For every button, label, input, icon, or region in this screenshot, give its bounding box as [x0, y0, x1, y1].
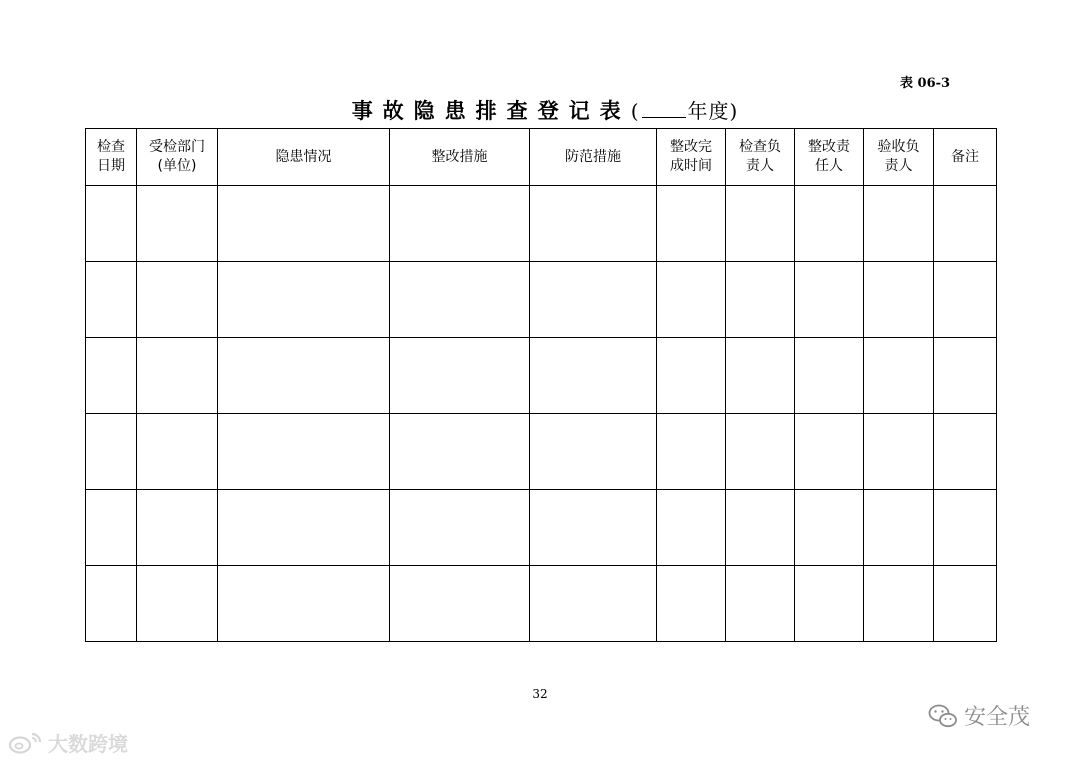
table-cell [137, 338, 218, 414]
weibo-logo-icon [8, 730, 44, 756]
table-cell [530, 262, 657, 338]
table-cell [218, 262, 390, 338]
table-cell [86, 186, 137, 262]
table-row [86, 566, 997, 642]
header-check-date: 检查 日期 [86, 129, 137, 186]
table-cell [795, 338, 864, 414]
table-cell [390, 262, 530, 338]
table-cell [137, 490, 218, 566]
table-cell [657, 338, 726, 414]
wechat-logo-icon [928, 703, 958, 729]
table-cell [795, 566, 864, 642]
page-number: 32 [532, 687, 548, 701]
table-cell [864, 338, 934, 414]
table-cell [934, 566, 997, 642]
table-cell [530, 490, 657, 566]
table-cell [795, 186, 864, 262]
table-cell [726, 186, 795, 262]
table-cell [657, 262, 726, 338]
table-cell [218, 414, 390, 490]
table-cell [795, 490, 864, 566]
header-acceptance-owner: 验收负 责人 [864, 129, 934, 186]
year-open-paren: ( [630, 99, 640, 123]
table-cell [657, 186, 726, 262]
table-cell [86, 490, 137, 566]
table-row [86, 186, 997, 262]
watermark-left [8, 728, 128, 757]
table-cell [530, 414, 657, 490]
table-cell [137, 414, 218, 490]
table-row [86, 262, 997, 338]
table-cell [864, 490, 934, 566]
year-blank-line [642, 117, 686, 118]
header-row [86, 129, 997, 186]
table-cell [86, 566, 137, 642]
title-text: 事故隐患排查登记表 [351, 98, 631, 123]
table-row [86, 338, 997, 414]
table-cell [934, 262, 997, 338]
table-cell [726, 566, 795, 642]
table-cell [657, 490, 726, 566]
table-cell [726, 490, 795, 566]
table-cell [934, 338, 997, 414]
table-cell [137, 262, 218, 338]
table-cell [86, 262, 137, 338]
table-cell [218, 338, 390, 414]
table-cell [864, 186, 934, 262]
table-cell [934, 186, 997, 262]
table-cell [530, 338, 657, 414]
table-row [86, 414, 997, 490]
year-suffix: 年度) [687, 99, 739, 123]
table-cell [86, 338, 137, 414]
hazard-register-table [85, 128, 997, 642]
table-cell [390, 338, 530, 414]
register-body [86, 186, 997, 642]
table-cell [864, 566, 934, 642]
table-cell [218, 490, 390, 566]
table-cell [218, 566, 390, 642]
header-inspected-dept: 受检部门 (单位) [137, 129, 218, 186]
header-inspection-owner: 检查负 责人 [726, 129, 795, 186]
page-title [0, 95, 1080, 125]
table-cell [934, 490, 997, 566]
table-cell [726, 414, 795, 490]
watermark-left-text: 大数跨境 [48, 732, 128, 756]
table-cell [137, 186, 218, 262]
table-cell [86, 414, 137, 490]
table-cell [390, 566, 530, 642]
table-cell [726, 262, 795, 338]
table-cell [218, 186, 390, 262]
table-cell [530, 186, 657, 262]
table-cell [390, 490, 530, 566]
table-cell [795, 414, 864, 490]
form-number: 表 06-3 [900, 76, 951, 91]
header-completion-time: 整改完 成时间 [657, 129, 726, 186]
table-cell [864, 414, 934, 490]
table-cell [657, 566, 726, 642]
table-cell [934, 414, 997, 490]
header-rectification-owner: 整改责 任人 [795, 129, 864, 186]
watermark-right-text: 安全茂 [964, 705, 1031, 730]
table-cell [137, 566, 218, 642]
year-field [631, 95, 739, 124]
table-cell [726, 338, 795, 414]
table-row [86, 490, 997, 566]
header-remarks: 备注 [934, 129, 997, 186]
header-prevention-measures: 防范措施 [530, 129, 657, 186]
header-rectification-measures: 整改措施 [390, 129, 530, 186]
table-cell [657, 414, 726, 490]
table-cell [390, 186, 530, 262]
header-hazard-situation: 隐患情况 [218, 129, 390, 186]
table-cell [390, 414, 530, 490]
table-cell [795, 262, 864, 338]
table-cell [530, 566, 657, 642]
table-cell [864, 262, 934, 338]
watermark-right [928, 700, 1030, 731]
